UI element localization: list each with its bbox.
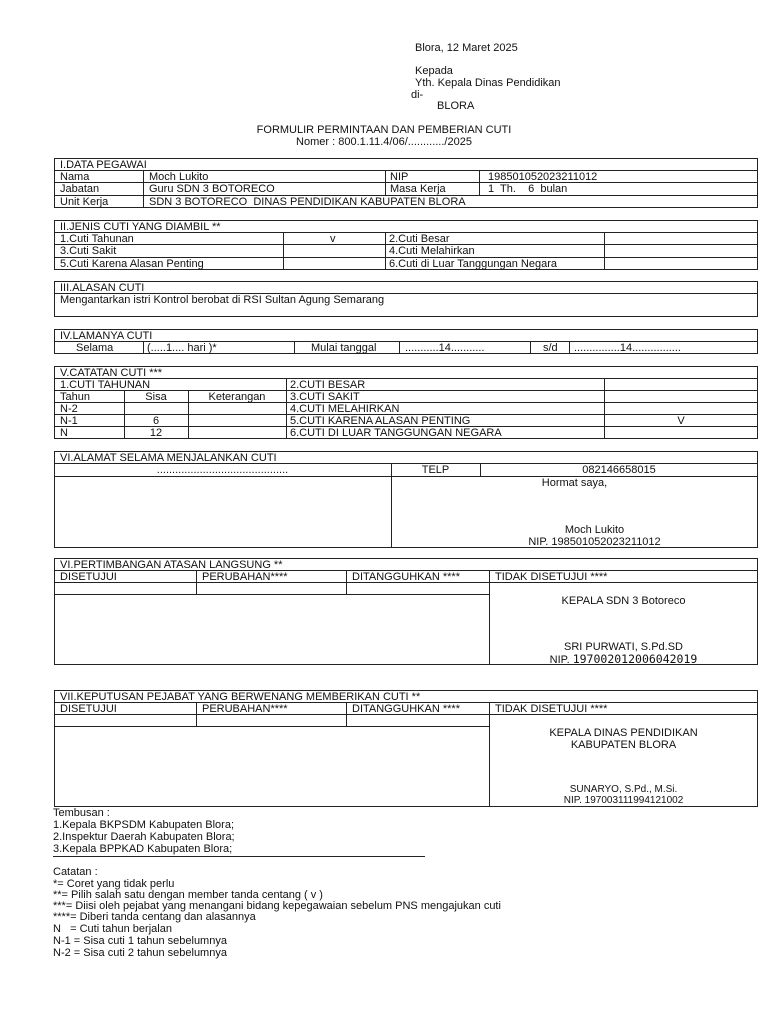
tembusan-title: Tembusan : xyxy=(53,807,110,819)
cuti-luar-tanggungan-label: 6.Cuti di Luar Tanggungan Negara xyxy=(389,258,557,270)
selama-label: Selama xyxy=(76,342,114,354)
col-ditangguhkan: DITANGGUHKAN **** xyxy=(352,703,460,715)
tembusan-item: 2.Inspektur Daerah Kabupaten Blora; xyxy=(53,831,235,843)
catatan-melahirkan-label: 4.CUTI MELAHIRKAN xyxy=(290,403,400,415)
hormat-saya: Hormat saya, xyxy=(541,477,608,489)
masa-kerja-label: Masa Kerja xyxy=(390,183,446,195)
section-title: II.JENIS CUTI YANG DIAMBIL ** xyxy=(60,221,221,233)
nama-value: Moch Lukito xyxy=(149,171,209,183)
catatan-item: N = Cuti tahun berjalan xyxy=(53,923,172,935)
recipient-di: di- xyxy=(411,89,424,101)
divider xyxy=(53,856,425,857)
recipient: Yth. Kepala Dinas Pendidikan xyxy=(415,77,561,89)
col-keterangan-header: Keterangan xyxy=(208,391,266,403)
jabatan-value: Guru SDN 3 BOTORECO xyxy=(149,183,275,195)
catatan-luar-label: 6.CUTI DI LUAR TANGGUNGAN NEGARA xyxy=(290,427,502,439)
cuti-tahunan-label: 1.Cuti Tahunan xyxy=(60,233,134,245)
alasan-cuti-text: Mengantarkan istri Kontrol berobat di RSI Sultan Agung Semarang xyxy=(60,294,385,306)
col-disetujui: DISETUJUI xyxy=(60,703,117,715)
catatan-besar-label: 2.CUTI BESAR xyxy=(290,379,366,391)
section-title: VI.PERTIMBANGAN ATASAN LANGSUNG ** xyxy=(60,559,283,571)
kepada: Kepada xyxy=(415,65,453,77)
unit-kerja-label: Unit Kerja xyxy=(60,196,109,208)
col-disetujui: DISETUJUI xyxy=(60,571,117,583)
catatan-alasan-penting-label: 5.CUTI KARENA ALASAN PENTING xyxy=(290,415,471,427)
row-tahun: N-1 xyxy=(60,415,78,427)
selama-value: (.....1.... hari )* xyxy=(147,342,217,354)
tembusan-item: 1.Kepala BKPSDM Kabupaten Blora; xyxy=(53,819,235,831)
col-tahun-header: Tahun xyxy=(60,391,90,403)
col-ditangguhkan: DITANGGUHKAN **** xyxy=(352,571,460,583)
atasan-jabatan: KEPALA SDN 3 Botoreco xyxy=(561,595,686,607)
nip-value: 198501052023211012 xyxy=(488,171,598,183)
form-number: Nomer : 800.1.11.4/06/............/2025 xyxy=(296,136,472,148)
catatan-item: N-2 = Sisa cuti 2 tahun sebelumnya xyxy=(53,947,227,959)
section-title: IV.LAMANYA CUTI xyxy=(60,330,153,342)
col-tidak-disetujui: TIDAK DISETUJUI **** xyxy=(495,571,608,583)
telp-value: 082146658015 xyxy=(582,464,656,476)
col-sisa-header: Sisa xyxy=(145,391,167,403)
col-tidak-disetujui: TIDAK DISETUJUI **** xyxy=(495,703,608,715)
sd-value: ...............14................ xyxy=(574,342,681,354)
catatan-item: ****= Diberi tanda centang dan alasannya xyxy=(53,911,256,923)
jabatan-label: Jabatan xyxy=(60,183,100,195)
tembusan-item: 3.Kepala BPPKAD Kabupaten Blora; xyxy=(53,843,233,855)
catatan-sakit-label: 3.CUTI SAKIT xyxy=(290,391,360,403)
section-title: VI.ALAMAT SELAMA MENJALANKAN CUTI xyxy=(60,452,277,464)
section-title: III.ALASAN CUTI xyxy=(60,282,145,294)
row-sisa: 6 xyxy=(152,415,160,427)
unit-kerja-value: SDN 3 BOTORECO DINAS PENDIDIKAN KABUPATEN BLORA xyxy=(149,196,466,208)
row-tahun: N xyxy=(60,427,68,439)
nama-label: Nama xyxy=(60,171,90,183)
cuti-alasan-penting-label: 5.Cuti Karena Alasan Penting xyxy=(60,258,204,270)
col-perubahan: PERUBAHAN**** xyxy=(202,571,288,583)
pejabat-name: SUNARYO, S.Pd., M.Si. xyxy=(569,784,678,795)
catatan-item: N-1 = Sisa cuti 1 tahun sebelumnya xyxy=(53,935,227,947)
catatan-alasan-checkmark: V xyxy=(677,415,685,427)
catatan-item: *= Coret yang tidak perlu xyxy=(53,878,175,890)
catatan-title: Catatan : xyxy=(53,866,98,878)
mulai-tanggal-value: ...........14........... xyxy=(405,342,485,354)
section-title: V.CATATAN CUTI *** xyxy=(60,367,163,379)
mulai-tanggal-label: Mulai tanggal xyxy=(311,342,377,354)
cuti-tahunan-checkmark: v xyxy=(330,233,336,245)
applicant-nip: NIP. 198501052023211012 xyxy=(528,536,661,548)
catatan-item: **= Pilih salah satu dengan member tanda centang ( v ) xyxy=(53,889,323,901)
form-title: FORMULIR PERMINTAAN DAN PEMBERIAN CUTI xyxy=(256,124,512,136)
section-title: I.DATA PEGAWAI xyxy=(60,159,147,171)
applicant-name: Moch Lukito xyxy=(564,524,625,536)
catatan-item: ***= Diisi oleh pejabat yang menangani bidang kepegawaian sebelum PNS mengajukan cuti xyxy=(53,900,501,912)
pejabat-nip: NIP. 197003111994121002 xyxy=(563,795,684,806)
alamat-value: ........................................... xyxy=(156,464,289,476)
catatan-tahunan-label: 1.CUTI TAHUNAN xyxy=(60,379,151,391)
row-sisa: 12 xyxy=(149,427,163,439)
recipient-city: BLORA xyxy=(437,100,475,112)
sd-label: s/d xyxy=(543,342,558,354)
masa-kerja-value: 1 Th. 6 bulan xyxy=(488,183,568,195)
nip-label: NIP xyxy=(390,171,409,183)
atasan-name: SRI PURWATI, S.Pd.SD xyxy=(564,641,683,653)
telp-label: TELP xyxy=(421,464,450,476)
col-perubahan: PERUBAHAN**** xyxy=(202,703,288,715)
atasan-nip: NIP. 197002012006042019 xyxy=(549,652,698,666)
section-title: VII.KEPUTUSAN PEJABAT YANG BERWENANG MEMBERIKAN CUTI ** xyxy=(60,691,421,703)
cuti-sakit-label: 3.Cuti Sakit xyxy=(60,245,117,257)
place-date: Blora, 12 Maret 2025 xyxy=(415,42,518,54)
pejabat-jabatan-line1: KEPALA DINAS PENDIDIKAN xyxy=(549,727,698,739)
row-tahun: N-2 xyxy=(60,403,78,415)
cuti-melahirkan-label: 4.Cuti Melahirkan xyxy=(389,245,475,257)
pejabat-jabatan-line2: KABUPATEN BLORA xyxy=(570,739,677,751)
cuti-besar-label: 2.Cuti Besar xyxy=(389,233,450,245)
